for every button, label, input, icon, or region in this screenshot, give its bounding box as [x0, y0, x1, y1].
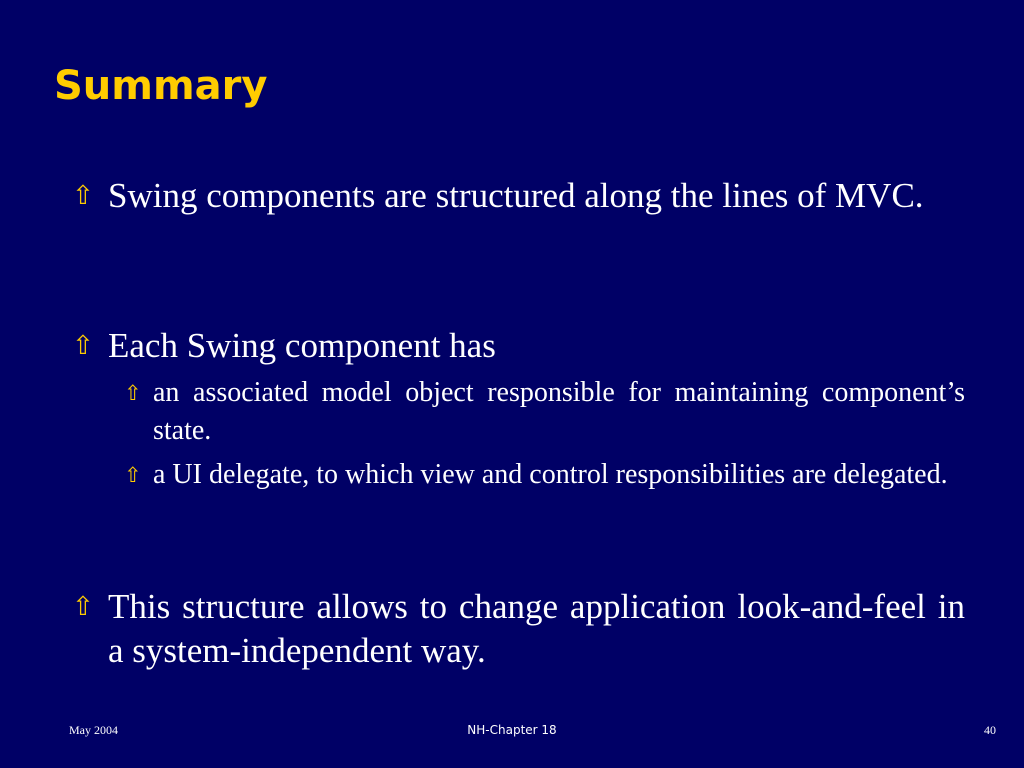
- footer-chapter: NH-Chapter 18: [467, 723, 557, 737]
- footer-page-number: 40: [984, 723, 996, 737]
- up-arrow-icon: ⇧: [124, 463, 142, 487]
- bullet-text: This structure allows to change application look-and-feel in a system-independent way.: [108, 587, 965, 670]
- footer-date: May 2004: [69, 723, 118, 737]
- bullet-text: Swing components are structured along the lines of MVC.: [108, 176, 924, 215]
- sub-bullet-item: [124, 456, 965, 494]
- up-arrow-icon: ⇧: [72, 592, 94, 622]
- sub-bullet-item: [124, 374, 965, 450]
- sub-bullet-text: an associated model object responsible for maintaining component’s state.: [153, 377, 965, 446]
- bullet-item: [72, 174, 965, 218]
- bullet-text: Each Swing component has: [108, 326, 496, 365]
- up-arrow-icon: ⇧: [124, 381, 142, 405]
- up-arrow-icon: ⇧: [72, 331, 94, 361]
- up-arrow-icon: ⇧: [72, 181, 94, 211]
- slide-title: Summary: [54, 63, 268, 109]
- bullet-item: [72, 324, 965, 368]
- bullet-item: [72, 585, 965, 673]
- sub-bullet-text: a UI delegate, to which view and control responsibilities are delegated.: [153, 459, 948, 490]
